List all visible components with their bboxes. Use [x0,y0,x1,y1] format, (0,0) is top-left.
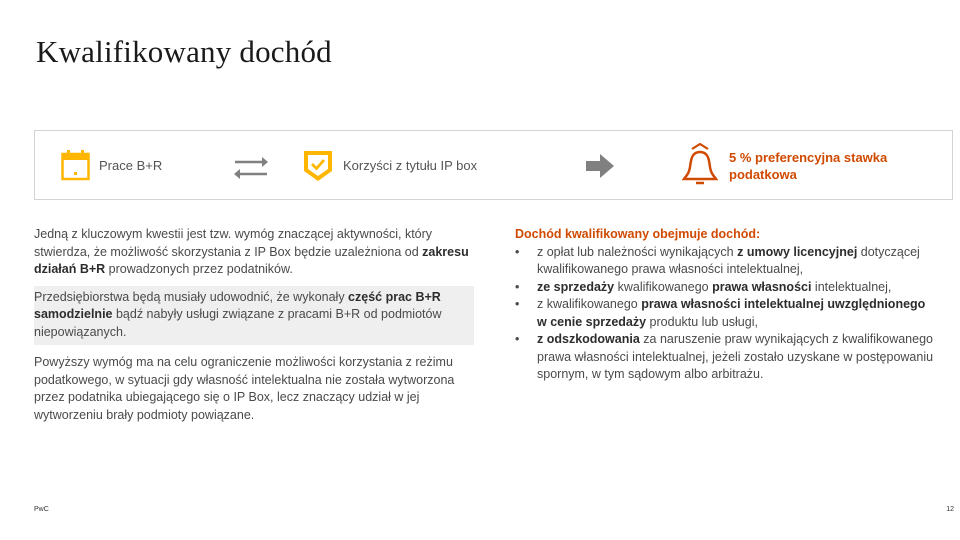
swap-arrows-icon [233,155,269,186]
right-heading: Dochód kwalifikowany obejmuje dochód: [515,227,761,241]
calendar-icon [61,149,91,186]
list-item: • z kwalifikowanego prawa własności intelektualnej uwzględnionego w cenie sprzedaży produktu lub usługi, [515,297,926,329]
list-item: • z opłat lub należności wynikających z umowy licencyjnej dotyczącej kwalifikowanego prawa własności intelektualnej, [515,244,920,276]
income-list [515,244,935,384]
brand-logo: PwC [34,506,49,513]
paragraph-3: Powyższy wymóg ma na celu ograniczenie możliwości korzystania z reżimu podatkowego, w sytuacji gdy własność intelektualna nie została wytworzona przez podatnika ubiegającego się o IP Box, lecz znaczący udział w jej wytworzeniu brały podmioty powiązane. [34,355,455,422]
page-title: Kwalifikowany dochód [36,34,332,69]
list-item: • ze sprzedaży kwalifikowanego prawa własności intelektualnej, [515,279,892,294]
list-item: • z odszkodowania za naruszenie praw wynikających z kwalifikowanego prawa własności intelektualnej, jeżeli zostało uzyskane w postępowaniu spornym, w tym sądowym albo arbitrażu. [515,332,934,381]
paragraph-1: Jedną z kluczowym kwestii jest tzw. wymóg znaczącej aktywności, który stwierdza, że możliwość skorzystania z IP Box będzie uzależniona od zakresu działań B+R prowadzonych przez podatników. [34,227,469,276]
flow-label-prace: Prace B+R [99,158,163,173]
left-column [34,226,474,424]
shield-check-icon [302,149,334,188]
bell-icon [681,143,719,192]
flow-label-stawka: 5 % preferencyjna stawka podatkowa [729,150,888,182]
flow-box [34,130,953,200]
right-column [515,226,935,384]
flow-label-korzysci: Korzyści z tytułu IP box [343,158,478,173]
paragraph-2-highlighted: Przedsiębiorstwa będą musiały udowodnić, że wykonały część prac B+R samodzielnie bądź nabyły usługi związane z pracami B+R od podmiotów niepowiązanych. [34,286,474,346]
right-arrow-icon [586,154,614,183]
page-number: 12 [946,506,954,513]
